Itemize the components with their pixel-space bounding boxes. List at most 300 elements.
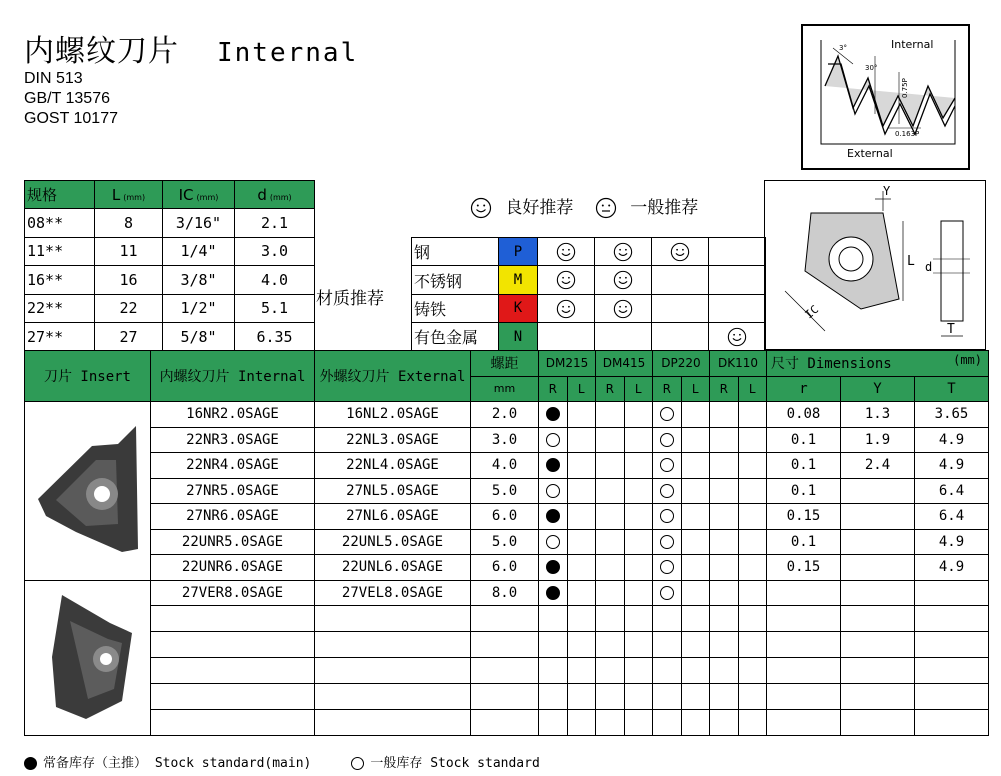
pitch-value: 6.0 xyxy=(471,504,539,530)
material-name: 铸铁 xyxy=(412,294,499,322)
grade-cell xyxy=(567,504,596,530)
header-dim-t: T xyxy=(915,376,989,402)
grade-cell xyxy=(653,555,682,581)
grade-cell xyxy=(738,504,767,530)
spec-ic: 3/16" xyxy=(163,209,235,237)
smiley-icon xyxy=(556,242,576,262)
grade-cell xyxy=(596,529,625,555)
internal-code xyxy=(151,683,315,709)
header-l: L xyxy=(567,376,596,402)
spec-l: 16 xyxy=(95,266,163,294)
insert-photo-ve xyxy=(26,581,150,731)
external-code: 22NL4.0SAGE xyxy=(315,453,471,479)
grade-cell xyxy=(624,555,653,581)
grade-cell xyxy=(596,580,625,606)
profile-dim-depth: 0.75P xyxy=(901,78,909,98)
spec-d: 4.0 xyxy=(235,266,315,294)
dim-t-value xyxy=(915,606,989,632)
open-circle-icon xyxy=(660,509,674,523)
grade-cell xyxy=(624,504,653,530)
grade-cell xyxy=(539,555,568,581)
table-row xyxy=(25,427,989,453)
grade-cell xyxy=(624,709,653,735)
profile-dim-flat: 0.163P xyxy=(895,130,920,138)
open-circle-icon xyxy=(546,433,560,447)
grade-cell xyxy=(567,657,596,683)
internal-code xyxy=(151,709,315,735)
dim-t-value: 3.65 xyxy=(915,402,989,428)
header-r: R xyxy=(710,376,739,402)
grade-cell xyxy=(539,504,568,530)
grade-cell xyxy=(710,632,739,658)
internal-code: 16NR2.0SAGE xyxy=(151,402,315,428)
grade-cell xyxy=(738,683,767,709)
grade-cell xyxy=(624,402,653,428)
spec-header-l: L (mm) xyxy=(95,181,163,209)
external-code: 27VEL8.0SAGE xyxy=(315,580,471,606)
grade-cell xyxy=(652,294,709,322)
external-code xyxy=(315,683,471,709)
grade-cell xyxy=(596,709,625,735)
insert-photo-triangle xyxy=(26,404,150,574)
grade-cell xyxy=(653,683,682,709)
external-code xyxy=(315,606,471,632)
grade-cell xyxy=(539,606,568,632)
grade-cell xyxy=(653,606,682,632)
grade-cell xyxy=(539,529,568,555)
grade-cell xyxy=(567,555,596,581)
dim-y-value xyxy=(841,478,915,504)
grade-cell xyxy=(567,453,596,479)
grade-cell xyxy=(681,504,710,530)
grade-cell xyxy=(567,427,596,453)
grade-cell xyxy=(624,683,653,709)
grade-cell xyxy=(596,632,625,658)
open-circle-icon xyxy=(546,535,560,549)
grade-cell xyxy=(596,478,625,504)
table-row xyxy=(25,453,989,479)
dim-y-value xyxy=(841,529,915,555)
smiley-icon xyxy=(613,299,633,319)
header-l: L xyxy=(738,376,767,402)
table-row xyxy=(25,402,989,428)
grade-cell xyxy=(710,580,739,606)
header-dim-r: r xyxy=(767,376,841,402)
pitch-value xyxy=(471,632,539,658)
table-row xyxy=(25,657,989,683)
dim-t-value xyxy=(915,683,989,709)
dim-t-value xyxy=(915,657,989,683)
drawing-label-t: T xyxy=(947,322,955,337)
internal-code: 27VER8.0SAGE xyxy=(151,580,315,606)
grade-cell xyxy=(624,427,653,453)
table-row xyxy=(25,529,989,555)
spec-header-row xyxy=(25,181,315,209)
external-code: 16NL2.0SAGE xyxy=(315,402,471,428)
dim-r-value: 0.1 xyxy=(767,453,841,479)
grade-cell xyxy=(539,580,568,606)
dim-r-value: 0.15 xyxy=(767,555,841,581)
grade-cell xyxy=(539,657,568,683)
dim-y-value xyxy=(841,709,915,735)
smiley-icon xyxy=(556,270,576,290)
thread-profile-diagram xyxy=(801,24,970,170)
spec-header-code: 规格 xyxy=(25,181,95,209)
dim-y-value xyxy=(841,555,915,581)
material-row-cast-iron xyxy=(412,294,766,322)
material-row-stainless xyxy=(412,266,766,294)
grade-cell xyxy=(710,402,739,428)
grade-cell xyxy=(539,453,568,479)
standard-din: DIN 513 xyxy=(24,70,83,87)
dim-y-value xyxy=(841,657,915,683)
spec-l: 22 xyxy=(95,294,163,322)
header-r: R xyxy=(539,376,568,402)
table-row xyxy=(25,504,989,530)
grade-cell xyxy=(681,402,710,428)
header-grade-dm415: DM415 xyxy=(596,351,653,377)
grade-cell xyxy=(710,504,739,530)
spec-d: 5.1 xyxy=(235,294,315,322)
table-row xyxy=(25,632,989,658)
header-grade-dp220: DP220 xyxy=(653,351,710,377)
spec-ic: 1/4" xyxy=(163,237,235,265)
grade-cell xyxy=(653,580,682,606)
grade-cell xyxy=(538,323,595,351)
grade-cell xyxy=(709,323,766,351)
grade-cell xyxy=(567,529,596,555)
insert-technical-drawing xyxy=(764,180,986,350)
spec-d: 6.35 xyxy=(235,322,315,350)
table-row xyxy=(25,709,989,735)
grade-cell xyxy=(538,238,595,266)
drawing-label-y: Y xyxy=(883,184,891,198)
dim-r-value xyxy=(767,683,841,709)
internal-code: 27NR6.0SAGE xyxy=(151,504,315,530)
grade-cell xyxy=(539,402,568,428)
grade-cell xyxy=(567,402,596,428)
grade-cell xyxy=(681,606,710,632)
insert-table xyxy=(24,350,989,736)
pitch-value: 3.0 xyxy=(471,427,539,453)
internal-code xyxy=(151,606,315,632)
grade-cell xyxy=(738,709,767,735)
header-grade-dk110: DK110 xyxy=(710,351,767,377)
grade-cell xyxy=(539,709,568,735)
grade-cell xyxy=(738,402,767,428)
header-dim-y: Y xyxy=(841,376,915,402)
grade-cell xyxy=(681,709,710,735)
filled-circle-icon xyxy=(24,757,37,770)
insert-dimension-drawing xyxy=(765,181,985,349)
dim-t-value xyxy=(915,580,989,606)
header-dimensions: 尺寸 Dimensions (mm) xyxy=(767,351,989,377)
open-circle-icon xyxy=(660,407,674,421)
spec-table xyxy=(24,180,315,351)
grade-cell xyxy=(595,238,652,266)
grade-cell xyxy=(595,323,652,351)
external-code xyxy=(315,709,471,735)
grade-cell xyxy=(596,402,625,428)
spec-code: 11** xyxy=(25,237,95,265)
dim-r-value xyxy=(767,657,841,683)
external-code: 27NL5.0SAGE xyxy=(315,478,471,504)
external-code xyxy=(315,632,471,658)
spec-header-ic: IC (mm) xyxy=(163,181,235,209)
grade-cell xyxy=(710,529,739,555)
material-row-steel xyxy=(412,238,766,266)
dim-r-value: 0.15 xyxy=(767,504,841,530)
dim-r-value xyxy=(767,632,841,658)
drawing-label-d: d xyxy=(925,260,933,274)
dim-y-value: 2.4 xyxy=(841,453,915,479)
drawing-label-ic: IC xyxy=(802,302,822,322)
grade-cell xyxy=(596,504,625,530)
smiley-icon xyxy=(556,299,576,319)
dim-t-value: 6.4 xyxy=(915,504,989,530)
grade-cell xyxy=(567,606,596,632)
header-grade-dm215: DM215 xyxy=(539,351,596,377)
filled-circle-icon xyxy=(546,586,560,600)
filled-circle-icon xyxy=(546,458,560,472)
grade-cell xyxy=(710,555,739,581)
grade-cell xyxy=(538,294,595,322)
grade-cell xyxy=(738,453,767,479)
material-code: N xyxy=(499,323,538,351)
header-r: R xyxy=(596,376,625,402)
grade-cell xyxy=(738,555,767,581)
material-name: 钢 xyxy=(412,238,499,266)
dim-r-value xyxy=(767,709,841,735)
dim-r-value: 0.1 xyxy=(767,427,841,453)
grade-cell xyxy=(653,709,682,735)
unit-label: (mm) xyxy=(269,192,292,202)
dim-y-value xyxy=(841,504,915,530)
pitch-value xyxy=(471,606,539,632)
pitch-value: 5.0 xyxy=(471,529,539,555)
header-r: R xyxy=(653,376,682,402)
grade-cell xyxy=(710,709,739,735)
stock-legend xyxy=(24,752,540,771)
grade-cell xyxy=(738,529,767,555)
dim-y-value xyxy=(841,580,915,606)
pitch-value: 2.0 xyxy=(471,402,539,428)
spec-l: 8 xyxy=(95,209,163,237)
spec-ic: 3/8" xyxy=(163,266,235,294)
legend-stock-main: 常备库存（主推） Stock standard(main) xyxy=(43,756,312,771)
standard-gb: GB/T 13576 xyxy=(24,90,110,107)
grade-cell xyxy=(624,606,653,632)
dim-t-value xyxy=(915,709,989,735)
grade-cell xyxy=(595,294,652,322)
dim-t-value: 4.9 xyxy=(915,529,989,555)
header-insert: 刀片 Insert xyxy=(25,351,151,402)
material-code: M xyxy=(499,266,538,294)
grade-cell xyxy=(709,294,766,322)
grade-cell xyxy=(624,632,653,658)
pitch-value xyxy=(471,683,539,709)
title-en: Internal xyxy=(217,38,359,68)
header-l: L xyxy=(624,376,653,402)
profile-label-internal: Internal xyxy=(891,38,934,51)
grade-cell xyxy=(709,238,766,266)
dim-y-value: 1.9 xyxy=(841,427,915,453)
pitch-value xyxy=(471,709,539,735)
grade-cell xyxy=(653,529,682,555)
grade-cell xyxy=(681,529,710,555)
grade-cell xyxy=(681,632,710,658)
material-table xyxy=(411,237,766,352)
header-internal: 内螺纹刀片 Internal xyxy=(151,351,315,402)
grade-cell xyxy=(596,657,625,683)
material-name: 有色金属 xyxy=(412,323,499,351)
page-title xyxy=(24,26,358,70)
open-circle-icon xyxy=(351,757,364,770)
dim-y-value xyxy=(841,606,915,632)
main-header-row-1 xyxy=(25,351,989,377)
spec-ic: 1/2" xyxy=(163,294,235,322)
dimensions-unit: (mm) xyxy=(953,353,982,368)
open-circle-icon xyxy=(660,535,674,549)
pitch-value: 6.0 xyxy=(471,555,539,581)
grade-cell xyxy=(624,478,653,504)
insert-photo xyxy=(25,402,151,581)
neutral-face-icon xyxy=(595,197,617,219)
grade-cell xyxy=(624,657,653,683)
grade-cell xyxy=(653,453,682,479)
grade-cell xyxy=(567,632,596,658)
spec-l: 27 xyxy=(95,322,163,350)
title-cn: 内螺纹刀片 xyxy=(24,34,179,69)
pitch-value: 5.0 xyxy=(471,478,539,504)
header-pitch: 螺距 xyxy=(471,351,539,377)
grade-cell xyxy=(595,266,652,294)
spec-code: 22** xyxy=(25,294,95,322)
grade-cell xyxy=(681,453,710,479)
table-row xyxy=(25,606,989,632)
open-circle-icon xyxy=(546,484,560,498)
pitch-value: 8.0 xyxy=(471,580,539,606)
header-external: 外螺纹刀片 External xyxy=(315,351,471,402)
open-circle-icon xyxy=(660,586,674,600)
spec-row xyxy=(25,266,315,294)
grade-cell xyxy=(652,266,709,294)
dim-y-value: 1.3 xyxy=(841,402,915,428)
internal-code xyxy=(151,657,315,683)
grade-cell xyxy=(567,580,596,606)
grade-cell xyxy=(624,580,653,606)
open-circle-icon xyxy=(660,560,674,574)
profile-angle-half: 30° xyxy=(865,64,878,72)
dim-t-value: 4.9 xyxy=(915,453,989,479)
pitch-value: 4.0 xyxy=(471,453,539,479)
grade-cell xyxy=(710,427,739,453)
spec-code: 27** xyxy=(25,322,95,350)
dim-y-value xyxy=(841,632,915,658)
dim-r-value: 0.1 xyxy=(767,529,841,555)
spec-row xyxy=(25,209,315,237)
dim-t-value: 6.4 xyxy=(915,478,989,504)
grade-cell xyxy=(710,606,739,632)
grade-cell xyxy=(681,683,710,709)
material-name: 不锈钢 xyxy=(412,266,499,294)
internal-code: 22NR3.0SAGE xyxy=(151,427,315,453)
grade-cell xyxy=(681,478,710,504)
internal-code: 22NR4.0SAGE xyxy=(151,453,315,479)
standard-gost: GOST 10177 xyxy=(24,110,118,127)
grade-cell xyxy=(653,427,682,453)
insert-photo xyxy=(25,580,151,735)
dim-t-value xyxy=(915,632,989,658)
internal-code: 22UNR5.0SAGE xyxy=(151,529,315,555)
table-row xyxy=(25,580,989,606)
grade-cell xyxy=(567,709,596,735)
header-l: L xyxy=(681,376,710,402)
open-circle-icon xyxy=(660,458,674,472)
spec-ic: 5/8" xyxy=(163,322,235,350)
grade-cell xyxy=(653,402,682,428)
dim-r-value: 0.08 xyxy=(767,402,841,428)
thread-profile-drawing xyxy=(803,26,968,168)
spec-d: 3.0 xyxy=(235,237,315,265)
grade-cell xyxy=(738,580,767,606)
spec-d: 2.1 xyxy=(235,209,315,237)
grade-cell xyxy=(710,478,739,504)
grade-cell xyxy=(539,478,568,504)
drawing-label-l: L xyxy=(907,254,915,269)
table-row xyxy=(25,478,989,504)
open-circle-icon xyxy=(660,433,674,447)
dim-t-value: 4.9 xyxy=(915,555,989,581)
dim-r-value: 0.1 xyxy=(767,478,841,504)
spec-row xyxy=(25,294,315,322)
header-pitch-unit: mm xyxy=(471,376,539,402)
grade-cell xyxy=(653,657,682,683)
dim-r-value xyxy=(767,580,841,606)
grade-cell xyxy=(567,683,596,709)
external-code xyxy=(315,657,471,683)
legend-general: 一般推荐 xyxy=(630,198,699,218)
grade-cell xyxy=(738,478,767,504)
filled-circle-icon xyxy=(546,560,560,574)
insert-table-body xyxy=(25,402,989,736)
profile-label-external: External xyxy=(847,147,893,160)
recommendation-legend xyxy=(470,193,698,219)
smiley-icon xyxy=(613,270,633,290)
grade-cell xyxy=(539,683,568,709)
grade-cell xyxy=(596,683,625,709)
smiley-icon xyxy=(470,197,492,219)
smiley-icon xyxy=(613,242,633,262)
spec-l: 11 xyxy=(95,237,163,265)
grade-cell xyxy=(567,478,596,504)
grade-cell xyxy=(710,683,739,709)
spec-code: 16** xyxy=(25,266,95,294)
grade-cell xyxy=(652,238,709,266)
table-row xyxy=(25,683,989,709)
spec-row xyxy=(25,237,315,265)
internal-code: 22UNR6.0SAGE xyxy=(151,555,315,581)
profile-angle-small: 3° xyxy=(839,44,847,52)
grade-cell xyxy=(596,606,625,632)
grade-cell xyxy=(681,555,710,581)
grade-cell xyxy=(709,266,766,294)
dim-y-value xyxy=(841,683,915,709)
smiley-icon xyxy=(670,242,690,262)
legend-good: 良好推荐 xyxy=(505,198,574,218)
grade-cell xyxy=(596,427,625,453)
grade-cell xyxy=(624,529,653,555)
